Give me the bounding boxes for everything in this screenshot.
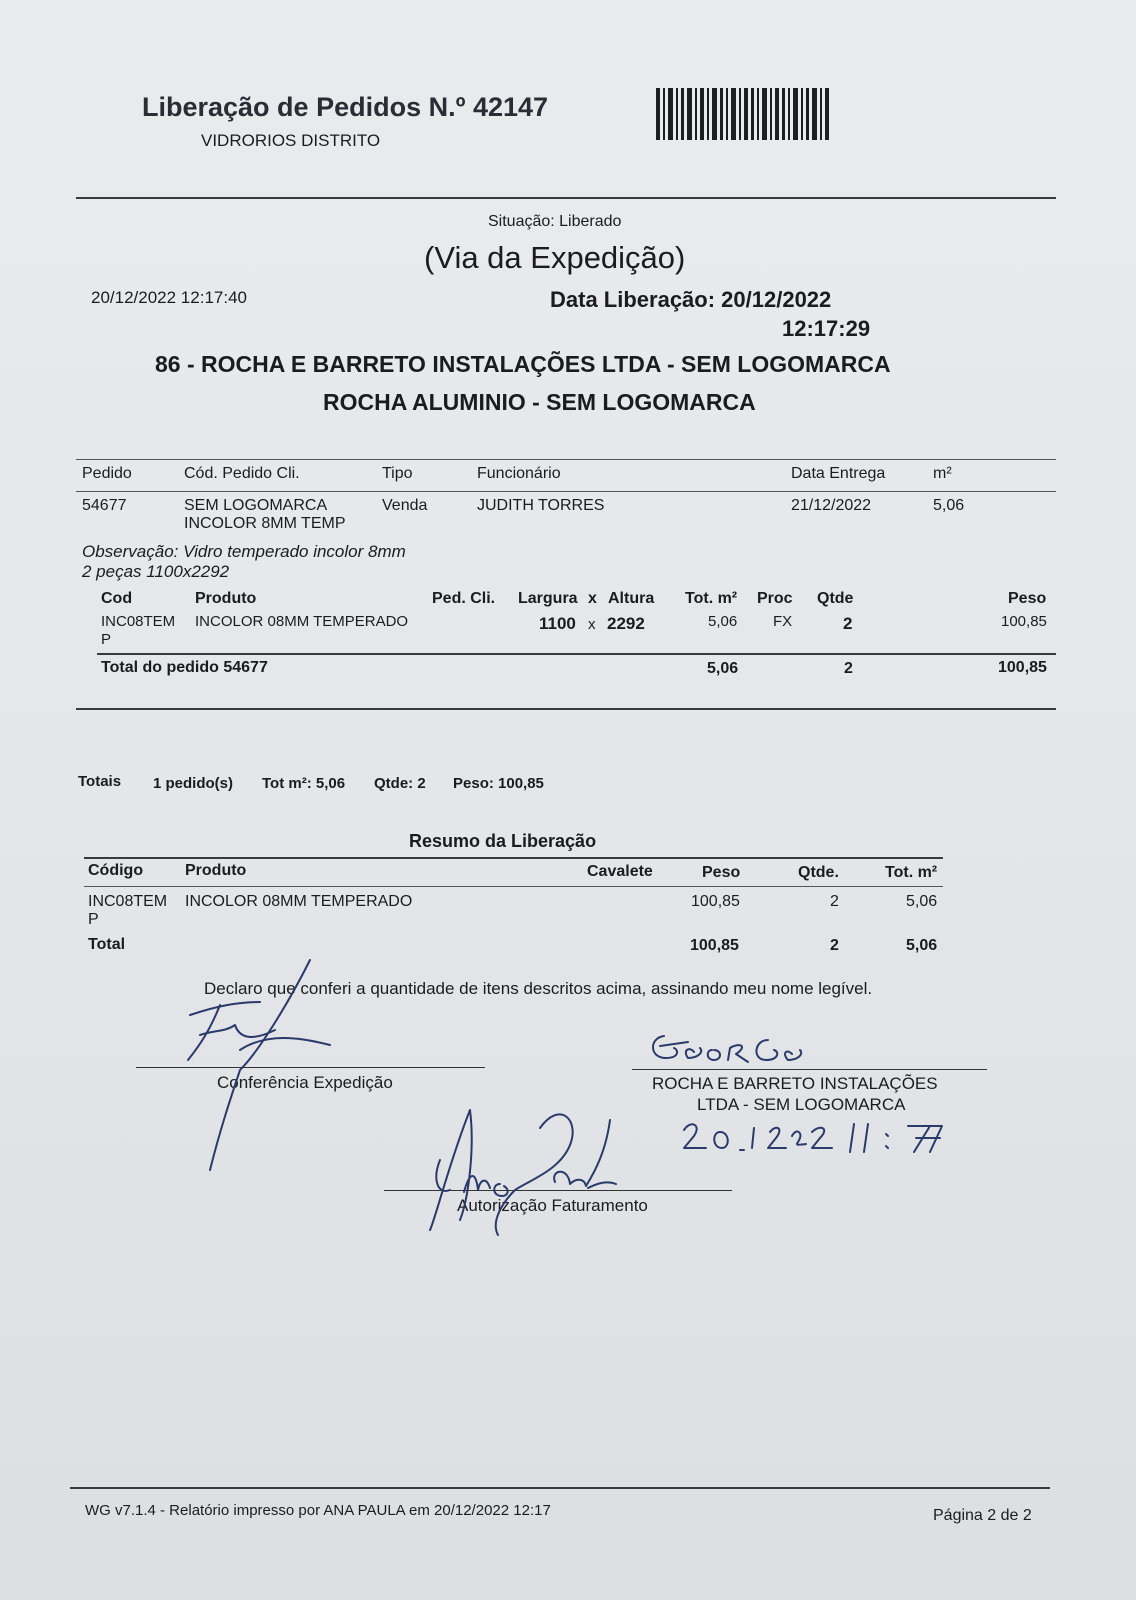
footer-printed-by: WG v7.1.4 - Relatório impresso por ANA PAULA em 20/12/2022 12:17 (85, 1502, 551, 1519)
col-qtde: Qtde (817, 590, 854, 607)
client-signature-label-line1: ROCHA E BARRETO INSTALAÇÕES (652, 1074, 938, 1093)
total-pedido-label: Total do pedido 54677 (101, 659, 268, 676)
resumo-col-codigo: Código (88, 862, 144, 879)
resumo-col-cavalete: Cavalete (587, 863, 653, 880)
col-produto: Produto (195, 590, 257, 607)
data-liberacao-label: Data Liberação: 20/12/2022 (550, 287, 832, 312)
conferencia-label: Conferência Expedição (217, 1073, 393, 1092)
page-number: Página 2 de 2 (933, 1507, 1032, 1524)
order-table-header-line (76, 491, 1056, 492)
total-pedido-tot-m2: 5,06 (707, 660, 739, 677)
item-cod: INC08TEM (101, 613, 176, 630)
total-pedido-qtde: 2 (844, 660, 853, 677)
col-cod: Cod (101, 590, 133, 607)
pedido-value: 54677 (82, 497, 127, 514)
resumo-total-peso: 100,85 (690, 937, 739, 954)
col-tipo: Tipo (382, 465, 413, 482)
resumo-produto: INCOLOR 08MM TEMPERADO (185, 893, 413, 910)
resumo-peso: 100,85 (691, 893, 740, 910)
item-altura: 2292 (607, 614, 645, 633)
totais-tot-m2: Tot m²: 5,06 (262, 775, 346, 792)
data-liberacao-time: 12:17:29 (782, 316, 871, 341)
signature-client-date-text: 20/12/22 11:17 (681, 1118, 688, 1119)
m2-value: 5,06 (933, 497, 965, 514)
items-total-line (97, 653, 1056, 655)
signature-client-name (644, 1028, 834, 1068)
resumo-header-line (84, 886, 943, 887)
signature-conferencia (180, 960, 360, 1180)
resumo-col-produto: Produto (185, 862, 247, 879)
col-m2: m² (933, 465, 952, 482)
col-proc: Proc (757, 590, 793, 607)
col-peso: Peso (1008, 590, 1047, 607)
situacao-text: Situação: Liberado (488, 213, 622, 230)
col-cod-pedido-cli: Cód. Pedido Cli. (184, 465, 300, 482)
resumo-qtde: 2 (830, 893, 839, 910)
col-altura: Altura (608, 590, 655, 607)
col-largura: Largura (518, 590, 578, 607)
resumo-col-tot-m2: Tot. m² (885, 864, 938, 881)
col-data-entrega: Data Entrega (791, 465, 886, 482)
signature-client-name-text: GeoRGe (645, 1028, 649, 1029)
signature-line-client (632, 1069, 987, 1070)
totais-label: Totais (78, 773, 122, 790)
resumo-total-qtde: 2 (830, 937, 839, 954)
col-funcionario: Funcionário (477, 465, 561, 482)
via-title: (Via da Expedição) (424, 240, 686, 275)
col-tot-m2: Tot. m² (685, 590, 738, 607)
autorizacao-label: Autorização Faturamento (457, 1196, 648, 1215)
company-name: VIDRORIOS DISTRITO (201, 131, 381, 150)
resumo-codigo: INC08TEM (88, 893, 168, 910)
item-proc: FX (773, 613, 793, 630)
document-title: Liberação de Pedidos N.º 42147 (142, 92, 549, 122)
declaration-text: Declaro que conferi a quantidade de itens descritos acima, assinando meu nome legível. (204, 979, 873, 998)
total-pedido-peso: 100,85 (998, 659, 1047, 676)
signature-autorizacao (420, 1100, 640, 1240)
data-entrega-value: 21/12/2022 (791, 497, 872, 514)
barcode-icon (656, 88, 830, 140)
order-table-top-line (76, 459, 1056, 460)
resumo-title: Resumo da Liberação (409, 831, 597, 851)
cod-pedido-cli-value-line2: INCOLOR 8MM TEMP (184, 515, 346, 532)
item-cod-line2: P (101, 631, 112, 648)
observacao-line2: 2 peças 1100x2292 (82, 562, 230, 581)
resumo-tot-m2: 5,06 (906, 893, 938, 910)
client-signature-label-line2: LTDA - SEM LOGOMARCA (697, 1095, 906, 1114)
col-ped-cli: Ped. Cli. (432, 590, 496, 607)
resumo-col-qtde: Qtde. (798, 864, 839, 881)
signature-client-date (680, 1118, 980, 1158)
client-name: 86 - ROCHA E BARRETO INSTALAÇÕES LTDA - SEM LOGOMARCA (155, 351, 891, 377)
item-tot-m2: 5,06 (708, 613, 738, 630)
print-datetime: 20/12/2022 12:17:40 (91, 288, 247, 307)
header-divider (76, 197, 1056, 199)
item-largura: 1100 (539, 614, 576, 633)
item-produto: INCOLOR 08MM TEMPERADO (195, 613, 409, 630)
footer-line (70, 1487, 1050, 1489)
totais-peso: Peso: 100,85 (453, 775, 544, 792)
client-fantasy-name: ROCHA ALUMINIO - SEM LOGOMARCA (323, 389, 756, 415)
resumo-codigo-line2: P (88, 911, 99, 928)
resumo-top-line (84, 857, 943, 859)
tipo-value: Venda (382, 497, 428, 514)
col-pedido: Pedido (82, 465, 132, 482)
funcionario-value: JUDITH TORRES (477, 497, 605, 514)
resumo-col-peso: Peso (702, 864, 741, 881)
cod-pedido-cli-value: SEM LOGOMARCA (184, 497, 328, 514)
item-qtde: 2 (843, 614, 853, 633)
col-x: x (588, 590, 597, 607)
observacao-line1: Observação: Vidro temperado incolor 8mm (82, 542, 406, 561)
resumo-total-tot-m2: 5,06 (906, 937, 938, 954)
order-end-line (76, 708, 1056, 710)
resumo-total-label: Total (88, 936, 126, 953)
totais-pedidos: 1 pedido(s) (153, 775, 234, 792)
item-peso: 100,85 (1001, 613, 1047, 630)
totais-qtde: Qtde: 2 (374, 775, 426, 792)
item-x: x (588, 616, 596, 633)
